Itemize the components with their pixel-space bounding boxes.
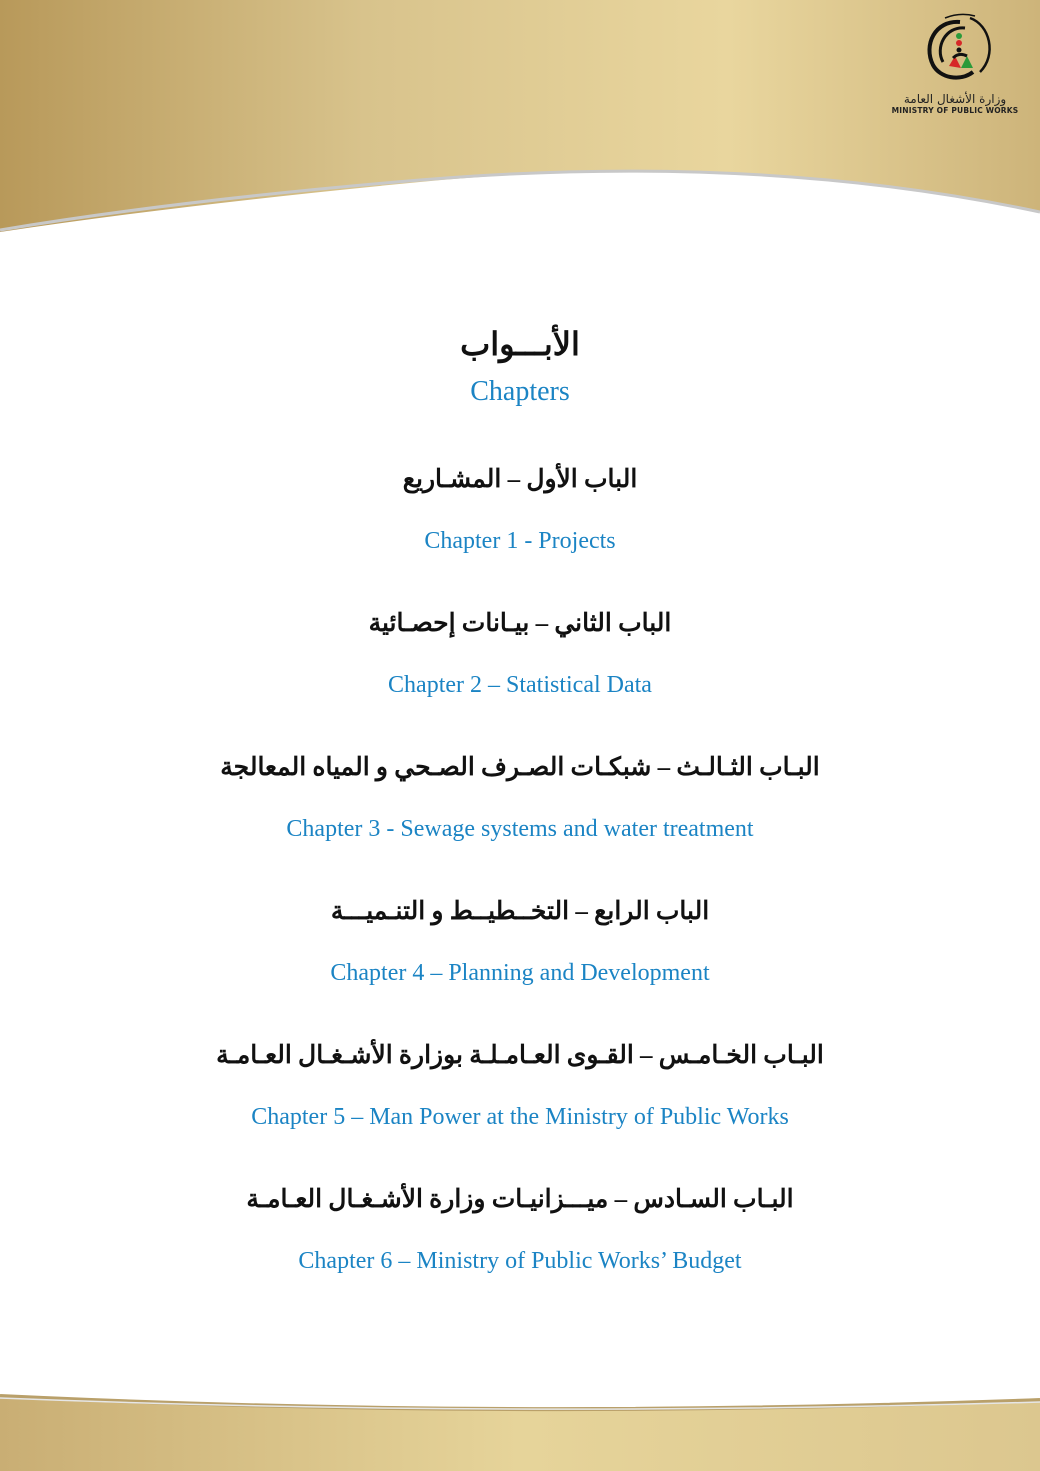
chapter-5-arabic: البـاب الخـامـس – القـوى العـامـلـة بوزارة الأشـغـال العـامـة [216, 1042, 824, 1069]
chapter-6-arabic: البـاب السـادس – ميـــزانيـات وزارة الأشـغـال العـامـة [246, 1186, 794, 1213]
chapter-1-english: Chapter 1 - Projects [424, 528, 616, 554]
chapter-6-english: Chapter 6 – Ministry of Public Works’ Budget [298, 1248, 742, 1274]
chapter-4-english: Chapter 4 – Planning and Development [330, 960, 710, 986]
chapter-5-english: Chapter 5 – Man Power at the Ministry of Public Works [251, 1104, 789, 1130]
page-title-english: Chapters [470, 376, 570, 407]
logo-arabic-name: وزارة الأشغال العامة [903, 92, 1007, 106]
ministry-emblem-icon [915, 10, 995, 90]
chapter-2-english: Chapter 2 – Statistical Data [388, 672, 652, 698]
chapter-3-english: Chapter 3 - Sewage systems and water treatment [286, 816, 754, 842]
footer-band [0, 1396, 1040, 1471]
page-title-arabic: الأبـــواب [460, 326, 580, 362]
chapter-4-arabic: الباب الرابع – التخــطيــط و التنـميـــة [330, 898, 710, 925]
chapter-2-arabic: الباب الثاني – بيـانات إحصـائية [368, 610, 672, 637]
logo-english-name: MINISTRY OF PUBLIC WORKS [891, 106, 1019, 115]
chapter-3-arabic: البـاب الثـالـث – شبكـات الصـرف الصـحي و المياه المعالجة [220, 754, 820, 781]
chapter-1-arabic: الباب الأول – المشـاريع [402, 466, 638, 493]
ministry-logo [880, 10, 1030, 130]
